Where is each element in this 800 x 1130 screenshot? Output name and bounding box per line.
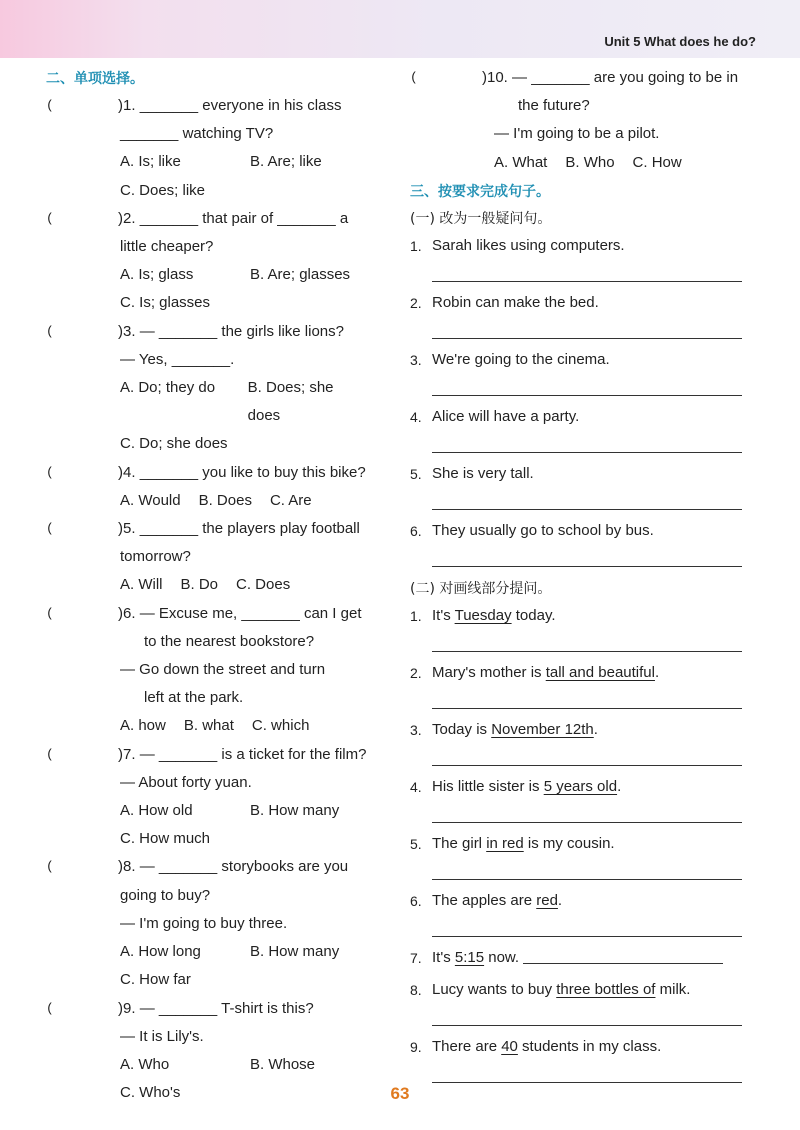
question-number: )6.: [118, 604, 136, 622]
answer-paren[interactable]: (: [46, 210, 101, 226]
section2-title: 二、单项选择。: [46, 70, 144, 86]
section3-title: 三、按要求完成句子。: [410, 182, 550, 199]
question-4: [46, 459, 386, 515]
answer-line[interactable]: [432, 1003, 742, 1026]
question-text: the future?: [518, 97, 590, 115]
answer-paren[interactable]: (: [46, 323, 101, 339]
option-c: C. Is; glasses: [120, 294, 211, 312]
option-b: B. How many: [250, 943, 340, 961]
list-item: [410, 660, 750, 686]
underlined-part: 5:15: [454, 948, 485, 966]
option-b: B. Do: [180, 576, 219, 594]
underlined-part: red: [536, 891, 558, 909]
item-number: 5.: [410, 835, 422, 852]
question-number: )4.: [118, 463, 136, 481]
question-text: — _______ storybooks are you: [139, 858, 349, 876]
option-a: A. Is; glass: [120, 266, 194, 284]
part1-title: (一) 改为一般疑问句。: [410, 210, 552, 227]
question-text: _______ you like to buy this bike?: [139, 463, 366, 481]
question-text: _______ that pair of _______ a: [139, 209, 349, 227]
list-item: [410, 404, 750, 430]
list-item: [410, 888, 750, 914]
list-item: [410, 347, 750, 373]
answer-line[interactable]: [523, 945, 723, 964]
item-number: 7.: [410, 949, 422, 966]
option-a: A. What: [494, 153, 548, 171]
sentence: They usually go to school by bus.: [432, 521, 654, 539]
question-number: )2.: [118, 209, 136, 227]
sentence-pre: The apples are: [432, 891, 537, 909]
sentence-pre: It's: [432, 606, 455, 624]
question-2: [46, 205, 386, 318]
question-10: [410, 64, 750, 177]
sentence: She is very tall.: [432, 464, 534, 482]
list-item: [410, 290, 750, 316]
option-b: B. Are; glasses: [250, 266, 351, 284]
question-text: — Yes, _______.: [120, 350, 235, 368]
option-b: B. Who: [565, 153, 615, 171]
item-number: 1.: [410, 237, 422, 254]
item-number: 6.: [410, 522, 422, 539]
question-text: — _______ are you going to be in: [512, 69, 739, 86]
underlined-part: November 12th: [491, 720, 594, 738]
question-number: )8.: [118, 858, 136, 876]
list-item: [410, 831, 750, 857]
sentence-pre: There are: [432, 1037, 502, 1055]
question-text: — _______ is a ticket for the film?: [139, 745, 367, 763]
sentence-post: students in my class.: [517, 1037, 662, 1055]
unit-title: Unit 5 What does he do?: [604, 34, 756, 49]
question-text: little cheaper?: [120, 238, 214, 256]
option-b: B. Are; like: [250, 153, 322, 171]
underlined-part: in red: [486, 834, 524, 852]
item-number: 9.: [410, 1038, 422, 1055]
question-8: [46, 853, 386, 994]
sentence-post: .: [557, 891, 563, 909]
option-a: A. How old: [120, 802, 193, 820]
answer-paren[interactable]: (: [46, 605, 101, 621]
option-c: C. How far: [120, 971, 191, 989]
option-b: B. How many: [250, 802, 340, 820]
option-a: A. how: [120, 717, 166, 735]
sentence-pre: Today is: [432, 720, 492, 738]
sentence: We're going to the cinema.: [432, 350, 610, 368]
question-number: )7.: [118, 745, 136, 763]
option-b: B. Does: [198, 491, 252, 509]
question-number: )3.: [118, 322, 136, 340]
option-a: A. Do; they do: [120, 379, 216, 397]
item-number: 4.: [410, 778, 422, 795]
question-number: )9.: [118, 999, 136, 1017]
answer-line[interactable]: [432, 686, 742, 709]
question-6: [46, 600, 386, 741]
question-text: — I'm going to be a pilot.: [494, 125, 660, 143]
answer-line[interactable]: [432, 800, 742, 823]
underlined-part: Tuesday: [454, 606, 512, 624]
sentence-post: is my cousin.: [523, 834, 615, 852]
answer-line[interactable]: [432, 914, 742, 937]
answer-paren[interactable]: (: [46, 98, 101, 113]
item-number: 6.: [410, 892, 422, 909]
answer-paren[interactable]: (: [46, 521, 101, 537]
part1-list: [410, 233, 750, 567]
item-number: 8.: [410, 981, 422, 998]
list-item: [410, 945, 750, 971]
list-item: [410, 1034, 750, 1060]
sentence-pre: Mary's mother is: [432, 663, 546, 681]
answer-paren[interactable]: (: [46, 859, 101, 875]
list-item: [410, 977, 750, 1003]
question-text: tomorrow?: [120, 548, 191, 566]
list-item: [410, 774, 750, 800]
question-text: — Go down the street and turn: [120, 661, 326, 679]
question-text: — About forty yuan.: [120, 773, 252, 791]
option-a: A. How long: [120, 943, 201, 961]
underlined-part: 40: [501, 1037, 518, 1055]
sentence-post: .: [593, 720, 598, 738]
option-a: A. Who: [120, 1055, 170, 1073]
answer-line[interactable]: [432, 316, 742, 339]
question-number: )10.: [482, 69, 508, 86]
option-a: A. Would: [120, 491, 181, 509]
option-b: B. Whose: [250, 1055, 316, 1073]
question-7: [46, 741, 386, 854]
sentence-post: .: [654, 663, 660, 681]
answer-line[interactable]: [432, 487, 742, 510]
sentence: Sarah likes using computers.: [432, 236, 625, 254]
list-item: [410, 518, 750, 544]
question-text: — I'm going to buy three.: [120, 914, 288, 932]
sentence-pre: It's: [432, 948, 455, 966]
answer-line[interactable]: [432, 629, 742, 652]
sentence-post: today.: [511, 606, 556, 624]
left-column: [46, 64, 386, 1107]
answer-line[interactable]: [432, 1060, 742, 1083]
question-text: — _______ T-shirt is this?: [139, 999, 314, 1017]
item-number: 1.: [410, 607, 422, 624]
question-text: _______ everyone in his class: [139, 97, 342, 114]
item-number: 2.: [410, 294, 422, 311]
answer-line[interactable]: [432, 857, 742, 880]
page-number: 63: [390, 1084, 410, 1103]
answer-paren[interactable]: (: [46, 464, 101, 480]
question-1: [46, 92, 386, 205]
part2-list: [410, 603, 750, 1083]
list-item: [410, 233, 750, 259]
option-c: C. Do; she does: [120, 435, 228, 453]
option-b: B. what: [183, 717, 234, 735]
item-number: 3.: [410, 351, 422, 368]
option-c: C. Are: [269, 491, 312, 509]
question-5: [46, 515, 386, 600]
item-number: 2.: [410, 664, 422, 681]
part2-title: (二) 对画线部分提问。: [410, 580, 552, 597]
list-item: [410, 717, 750, 743]
option-c: C. Who's: [120, 1084, 181, 1102]
answer-paren[interactable]: (: [410, 70, 465, 85]
option-a: A. Is; like: [120, 153, 181, 171]
right-column: [410, 64, 750, 1091]
item-number: 4.: [410, 408, 422, 425]
question-number: )5.: [118, 520, 136, 538]
sentence: Robin can make the bed.: [432, 293, 599, 311]
underlined-part: three bottles of: [556, 980, 656, 998]
question-number: )1.: [118, 97, 136, 114]
answer-paren[interactable]: (: [46, 1000, 101, 1016]
list-item: [410, 603, 750, 629]
option-c: C. How: [632, 153, 682, 171]
option-c: C. How much: [120, 830, 211, 848]
item-number: 5.: [410, 465, 422, 482]
answer-line[interactable]: [432, 259, 742, 282]
question-text: — Excuse me, _______ can I get: [139, 604, 362, 622]
header-band: [0, 0, 800, 58]
answer-line[interactable]: [432, 743, 742, 766]
underlined-part: 5 years old: [543, 777, 618, 795]
answer-line[interactable]: [432, 373, 742, 396]
option-c: C. Does; like: [120, 181, 206, 199]
item-number: 3.: [410, 721, 422, 738]
question-text: _______ watching TV?: [120, 125, 274, 143]
option-c: C. Does: [236, 576, 291, 594]
sentence-pre: Lucy wants to buy: [432, 980, 557, 998]
answer-line[interactable]: [432, 544, 742, 567]
sentence-post: milk.: [655, 980, 691, 998]
sentence-pre: The girl: [432, 834, 487, 852]
sentence-post: now.: [484, 948, 520, 966]
sentence: Alice will have a party.: [432, 407, 580, 425]
question-text: — It is Lily's.: [120, 1027, 204, 1045]
option-c: C. which: [251, 717, 310, 735]
option-a: A. Will: [120, 576, 163, 594]
question-text: _______ the players play football: [139, 520, 360, 538]
question-text: left at the park.: [144, 689, 244, 707]
list-item: [410, 461, 750, 487]
question-text: to the nearest bookstore?: [144, 632, 315, 650]
answer-line[interactable]: [432, 430, 742, 453]
option-b: B. Does; she does: [247, 379, 334, 425]
answer-paren[interactable]: (: [46, 746, 101, 762]
question-text: — _______ the girls like lions?: [139, 322, 344, 340]
question-text: going to buy?: [120, 886, 211, 904]
sentence-pre: His little sister is: [432, 777, 544, 795]
sentence-post: .: [617, 777, 622, 795]
underlined-part: tall and beautiful: [545, 663, 655, 681]
question-3: [46, 318, 386, 459]
